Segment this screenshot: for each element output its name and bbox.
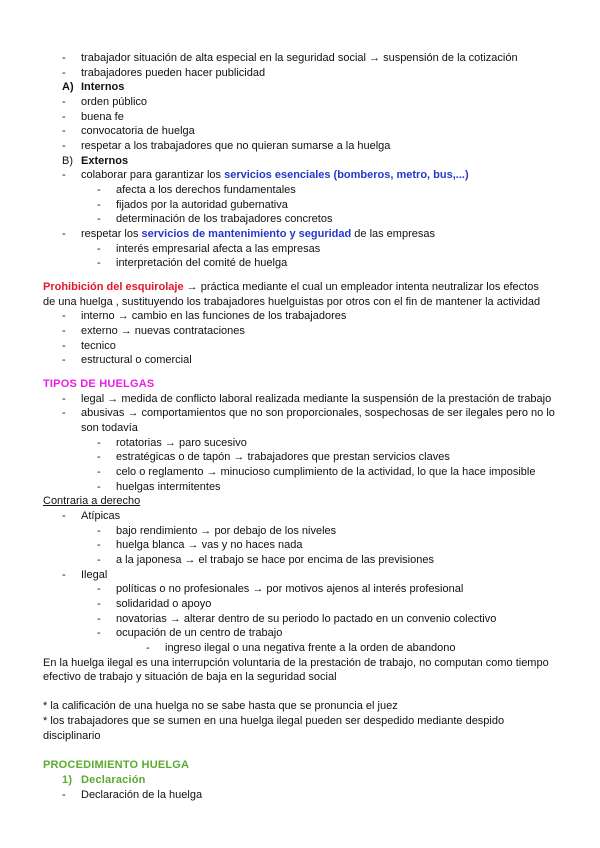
sub-list-item: - interpretación del comité de huelga [116,256,287,270]
list-item: - abusivas → comportamientos que no son proporcionales, sospechosas de ser ilegales pero no lo [81,406,555,420]
section-b-heading [62,154,129,168]
list-item: - tecnico [81,339,116,353]
list-item: - Ilegal [81,568,107,582]
sub-sub-list-item: - ingreso ilegal o una negativa frente a la orden de abandono [165,641,456,655]
subsection-marker: 1) [62,774,73,786]
section-b-marker: B) [62,155,73,167]
list-item: - buena fe [81,110,124,124]
section-b-title: Externos [81,155,129,167]
sub-list-item: - estratégicas o de tapón → trabajadores que prestan servicios claves [116,450,450,464]
list-item: - trabajador situación de alta especial en la seguridad social → suspensión de la cotización [81,51,518,65]
subsection-declaracion [62,773,146,787]
list-item-continuation: son todavía [81,422,138,434]
sub-list-item: - rotatorias → paro sucesivo [116,436,247,450]
sub-list-item: - afecta a los derechos fundamentales [116,183,296,197]
list-item: - respetar a los trabajadores que no quieran sumarse a la huelga [81,139,390,153]
esquirolaje-title: Prohibición del esquirolaje [43,281,184,293]
sub-list-item: - solidaridad o apoyo [116,597,211,611]
list-item-text: colaborar para garantizar los [81,169,225,181]
highlight-text: servicios esenciales (bomberos, metro, bus,...) [224,169,469,181]
section-heading-tipos: TIPOS DE HUELGAS [43,378,155,390]
section-heading-procedimiento: PROCEDIMIENTO HUELGA [43,759,190,771]
list-item: - legal → medida de conflicto laboral realizada mediante la suspensión de la prestación de trabajo [81,392,551,406]
note-line: disciplinario [43,730,101,742]
section-a-marker: A) [62,81,74,93]
list-item: - estructural o comercial [81,353,192,367]
section-a-heading [62,80,125,94]
highlight-text: servicios de mantenimiento y seguridad [141,228,352,240]
sub-list-item: - bajo rendimiento → por debajo de los niveles [116,524,336,538]
list-item-text: respetar los [81,228,142,240]
section-a-title: Internos [81,81,125,93]
list-item: - externo → nuevas contrataciones [81,324,245,338]
paragraph-text: → práctica mediante el cual un empleador intenta neutralizar los efectos [183,281,539,293]
paragraph-line: de una huelga , sustituyendo los trabajadores huelguistas por otros con el fin de mantener la actividad [43,296,541,308]
sub-list-item: - novatorias → alterar dentro de su periodo lo pactado en un convenio colectivo [116,612,496,626]
list-item [81,227,435,241]
sub-list-item: - políticas o no profesionales → por motivos ajenos al interés profesional [116,582,463,596]
sub-list-item: - determinación de los trabajadores concretos [116,212,332,226]
paragraph-line: efectivo de trabajo y situación de baja en la seguridad social [43,671,337,683]
sub-list-item: - interés empresarial afecta a las empresas [116,242,320,256]
list-item [81,168,469,182]
list-item: - orden público [81,95,147,109]
sub-list-item: - huelga blanca → vas y no haces nada [116,538,303,552]
sub-list-item: - ocupación de un centro de trabajo [116,626,282,640]
paragraph-line: En la huelga ilegal es una interrupción voluntaria de la prestación de trabajo, no computan como tiempo [43,657,549,669]
note-line: * los trabajadores que se sumen en una huelga ilegal pueden ser despedido mediante despido [43,715,505,727]
sub-list-item: - fijados por la autoridad gubernativa [116,198,288,212]
subheading-contraria: Contraria a derecho [43,495,141,507]
subsection-title: Declaración [81,774,146,786]
paragraph-line [43,280,539,294]
sub-list-item: - a la japonesa → el trabajo se hace por encima de las previsiones [116,553,434,567]
note-line: * la calificación de una huelga no se sabe hasta que se pronuncia el juez [43,700,398,712]
list-item: - Atípicas [81,509,120,523]
sub-list-item: - celo o reglamento → minucioso cumplimiento de la actividad, lo que la hace imposible [116,465,535,479]
list-item: - interno → cambio en las funciones de los trabajadores [81,309,346,323]
list-item: - trabajadores pueden hacer publicidad [81,66,265,80]
sub-list-item: - huelgas intermitentes [116,480,221,494]
list-item: - Declaración de la huelga [81,788,202,802]
list-item-text: de las empresas [351,228,435,240]
list-item: - convocatoria de huelga [81,124,195,138]
